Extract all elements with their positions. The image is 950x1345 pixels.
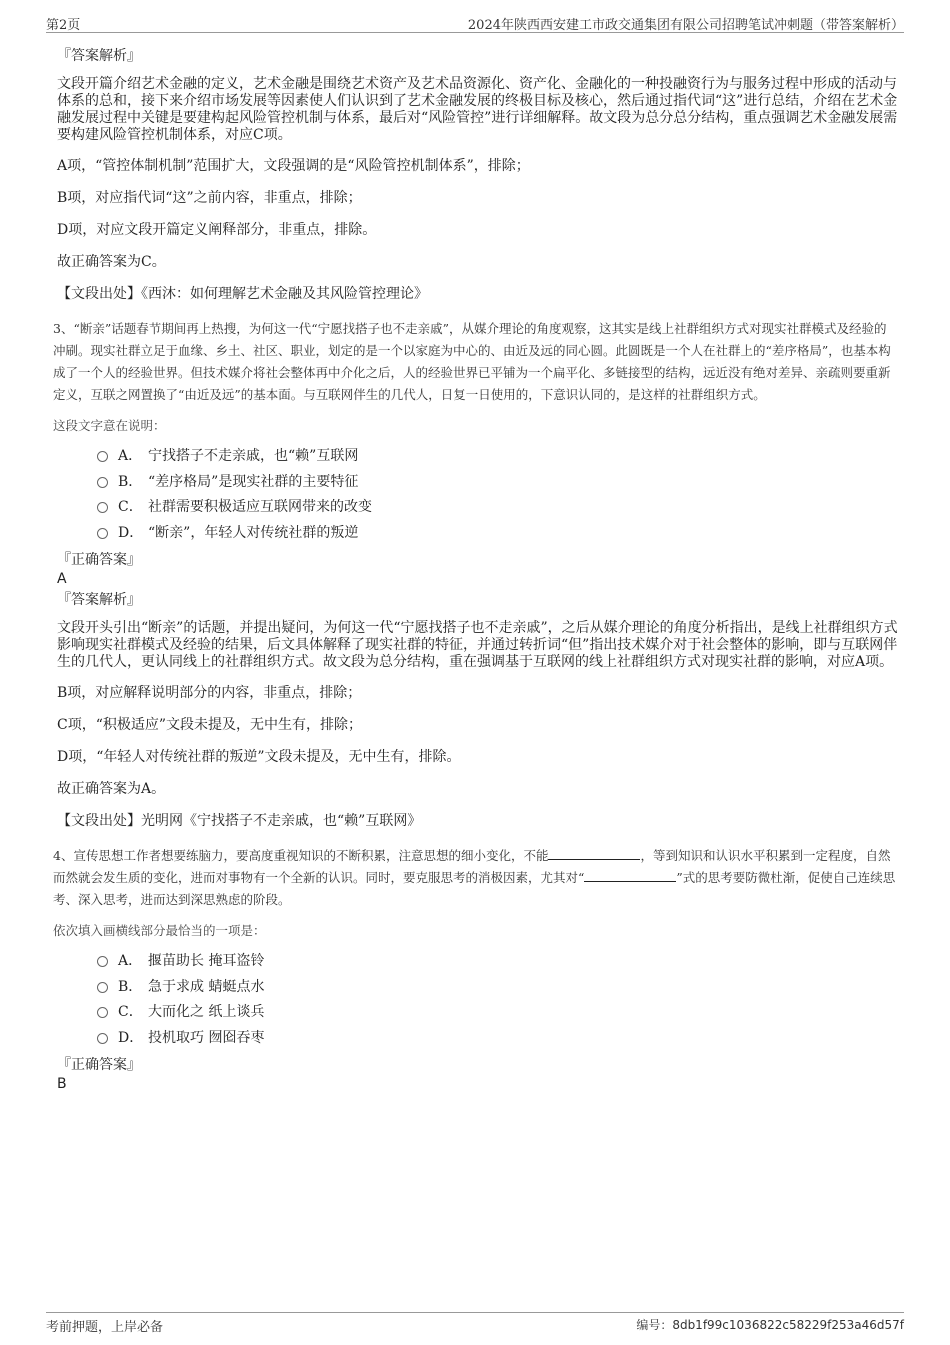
radio-icon[interactable] [97, 1033, 108, 1044]
q4-option-a[interactable]: A． 揠苗助长 掩耳盗铃 [97, 949, 899, 975]
q4-options [97, 949, 899, 1051]
q4-option-d[interactable]: D． 投机取巧 囫囵吞枣 [97, 1026, 899, 1052]
radio-icon[interactable] [97, 1007, 108, 1018]
page-footer [46, 1312, 904, 1335]
q2-line-a: A项，“管控体制机制”范围扩大，文段强调的是“风险管控机制体系”，排除； [57, 158, 530, 174]
q3-option-d[interactable]: D． “断亲”，年轻人对传统社群的叛逆 [97, 521, 899, 547]
q2-line-d: D项，对应文段开篇定义阐释部分，非重点，排除。 [57, 222, 377, 238]
page-header [46, 14, 904, 33]
radio-icon[interactable] [97, 982, 108, 993]
q3-option-c[interactable]: C． 社群需要积极适应互联网带来的改变 [97, 495, 899, 521]
q2-analysis-text: 文段开篇介绍艺术金融的定义，艺术金融是围绕艺术资产及艺术品资源化、资产化、金融化的一种投融资行为与服务过程中形成的活动与体系的总和，接下来介绍市场发展等因素使人们认识到了艺术金融发展的终极目标及核心，然后通过指代词“这”进行总结，介绍在艺术金融发展过程中关键是要建构起风险管控机制与体系，最后对“风险管控”进行详细解释。故文段为总分总分结构，重点强调艺术金融发展需要构建风险管控机制体系，对应C项。 [57, 76, 898, 143]
q3-analysis-text: 文段开头引出“断亲”的话题，并提出疑问，为何这一代“宁愿找搭子也不走亲戚”，之后从媒介理论的角度分析指出，是线上社群组织方式影响现实社群模式及经验的结果，后文具体解释了现实社群的特征，并通过转折词“但”指出技术媒介对于社会整体的影响，即与互联网伴生的几代人，更认同线上的社群组织方式。故文段为总分结构，重在强调基于互联网的线上社群组织方式对现实社群的影响，对应A项。 [57, 620, 898, 670]
q3-conclusion: 故正确答案为A。 [57, 781, 166, 797]
q2-line-b: B项，对应指代词“这”之前内容，非重点，排除； [57, 190, 362, 206]
q3-prompt: 这段文字意在说明： [53, 418, 166, 433]
q3-answer-label: 『正确答案』 [57, 552, 141, 568]
radio-icon[interactable] [97, 956, 108, 967]
document-id: 编号：8db1f99c1036822c58229f253a46d57f [636, 1318, 904, 1332]
radio-icon[interactable] [97, 528, 108, 539]
q4-option-c[interactable]: C． 大而化之 纸上谈兵 [97, 1000, 899, 1026]
q3-option-b[interactable]: B． “差序格局”是现实社群的主要特征 [97, 470, 899, 496]
q3-answer: A [57, 571, 67, 587]
document-title: 2024年陕西西安建工市政交通集团有限公司招聘笔试冲刺题（带答案解析） [467, 18, 904, 33]
q3-line-c: C项，“积极适应”文段未提及，无中生有，排除； [57, 717, 363, 733]
fill-blank-2 [584, 869, 676, 882]
q3-line-b: B项，对应解释说明部分的内容，非重点，排除； [57, 685, 362, 701]
footer-slogan: 考前押题，上岸必备 [46, 1320, 164, 1335]
q4-answer: B [57, 1076, 67, 1092]
q3-options [97, 444, 899, 546]
q4-prompt: 依次填入画横线部分最恰当的一项是： [53, 923, 266, 938]
document-content [53, 46, 899, 1093]
radio-icon[interactable] [97, 451, 108, 462]
q3-line-d: D项，“年轻人对传统社群的叛逆”文段未提及，无中生有，排除。 [57, 749, 461, 765]
q2-source: 【文段出处】《西沐：如何理解艺术金融及其风险管控理论》 [57, 286, 428, 302]
q3-question: 3、“断亲”话题春节期间再上热搜，为何这一代“宁愿找搭子也不走亲戚”，从媒介理论的角度观察，这其实是线上社群组织方式对现实社群模式及经验的冲刷。现实社群立足于血缘、乡土、社区、职业，划定的是一个以家庭为中心的、由近及远的同心圆。此圆既是一个人在社群上的“差序格局”，也基本构成了一个人的经验世界。但技术媒介将社会整体再中介化之后，人的经验世界已平铺为一个扁平化、多链接型的结构，远近没有绝对差异、亲疏则要重新定义，互联之网置换了“由近及远”的基本面。与互联网伴生的几代人，日复一日使用的，下意识认同的，是这样的社群组织方式。 [53, 321, 891, 402]
q4-answer-label: 『正确答案』 [57, 1057, 141, 1073]
q4-option-b[interactable]: B． 急于求成 蜻蜓点水 [97, 975, 899, 1001]
q2-analysis-label: 『答案解析』 [57, 48, 141, 64]
radio-icon[interactable] [97, 502, 108, 513]
q4-question: 4、宣传思想工作者想要练脑力，要高度重视知识的不断积累，注意思想的细小变化，不能 ，等到知识和认识水平积累到一定程度，自然而然就会发生质的变化，进而对事物有一个全新的认识。同时，要克服思考的消极因素，尤其对“ ”式的思考要防微杜渐，促使自己连续思考、深入思考，进而达到深思熟虑的阶段。 [53, 848, 896, 907]
fill-blank-1 [548, 847, 640, 860]
q3-analysis-label: 『答案解析』 [57, 592, 141, 608]
q3-option-a[interactable]: A． 宁找搭子不走亲戚，也“赖”互联网 [97, 444, 899, 470]
q3-source: 【文段出处】光明网《宁找搭子不走亲戚，也“赖”互联网》 [57, 813, 422, 829]
q2-conclusion: 故正确答案为C。 [57, 254, 166, 270]
page-number: 第2页 [46, 18, 81, 33]
radio-icon[interactable] [97, 477, 108, 488]
